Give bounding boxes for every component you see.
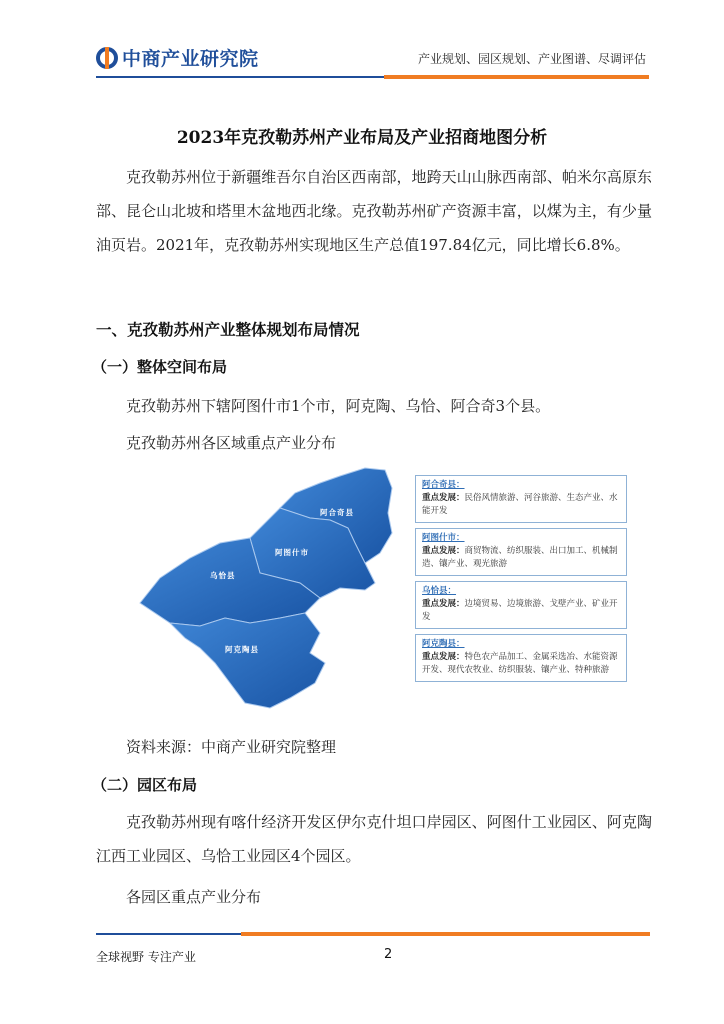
page-number: 2 — [384, 947, 393, 962]
map-caption: 克孜勒苏州各区域重点产业分布 — [126, 434, 337, 452]
card-desc: 民俗风情旅游、河谷旅游、生态产业、水能开发 — [422, 493, 618, 516]
subsection1-heading: （一）整体空间布局 — [92, 358, 228, 376]
card-key: 重点发展： — [422, 599, 465, 609]
industry-cards — [415, 475, 627, 687]
brand-logo — [96, 44, 259, 71]
card-title: 阿图什市： — [422, 533, 465, 543]
card-key: 重点发展： — [422, 652, 465, 662]
card-desc: 商贸物流、纺织服装、出口加工、机械制造、镶产业、观光旅游 — [422, 546, 618, 569]
card-artux — [415, 528, 627, 576]
card-key: 重点发展： — [422, 546, 465, 556]
map-region-akto — [170, 613, 325, 708]
card-ulugqat — [415, 581, 627, 629]
section1-heading: 一、克孜勒苏州产业整体规划布局情况 — [96, 320, 360, 339]
park-caption: 各园区重点产业分布 — [126, 888, 262, 906]
footer-divider-blue — [96, 933, 241, 935]
industry-map-figure — [130, 458, 650, 716]
footer-slogan: 全球视野 专注产业 — [96, 950, 196, 964]
map-svg — [130, 458, 420, 716]
card-title: 阿克陶县： — [422, 639, 465, 649]
card-akto — [415, 634, 627, 682]
card-desc: 边境贸易、边境旅游、戈壁产业、矿业开发 — [422, 599, 618, 622]
header-divider-orange — [384, 75, 649, 79]
card-key: 重点发展： — [422, 493, 465, 503]
header-tagline: 产业规划、园区规划、产业图谱、尽调评估 — [417, 52, 646, 66]
logo-icon — [96, 47, 118, 69]
subsection1-text: 克孜勒苏州下辖阿图什市1个市，阿克陶、乌恰、阿合奇3个县。 — [126, 397, 551, 415]
region-map — [130, 458, 420, 716]
map-label-artux: 阿图什市 — [275, 548, 309, 557]
source-note: 资料来源：中商产业研究院整理 — [126, 738, 337, 756]
card-desc: 特色农产品加工、金属采选冶、水能资源开发、现代农牧业、纺织服装、镶产业、特种旅游 — [422, 652, 618, 675]
map-label-akqi: 阿合奇县 — [320, 508, 354, 517]
header-divider-blue — [96, 76, 384, 78]
map-label-akto: 阿克陶县 — [225, 645, 259, 654]
brand-name: 中商产业研究院 — [122, 48, 259, 70]
card-title: 阿合奇县： — [422, 480, 465, 490]
page-header — [0, 0, 724, 80]
card-akqi — [415, 475, 627, 523]
subsection2-heading: （二）园区布局 — [92, 776, 198, 794]
page-title: 2023年克孜勒苏州产业布局及产业招商地图分析 — [176, 128, 548, 148]
card-title: 乌恰县： — [422, 586, 457, 596]
intro-paragraph: 克孜勒苏州位于新疆维吾尔自治区西南部，地跨天山山脉西南部、帕米尔高原东部、昆仑山北坡和塔里木盆地西北缘。克孜勒苏州矿产资源丰富，以煤为主，有少量油页岩。2021年，克孜勒苏州实现地区生产总值197.84亿元，同比增长6.8%。 — [96, 168, 652, 254]
subsection2-text: 克孜勒苏州现有喀什经济开发区伊尔克什坦口岸园区、阿图什工业园区、阿克陶江西工业园区、乌恰工业园区4个园区。 — [96, 813, 652, 865]
map-label-ulugqat: 乌恰县 — [210, 571, 236, 580]
footer-divider-orange — [241, 932, 650, 936]
